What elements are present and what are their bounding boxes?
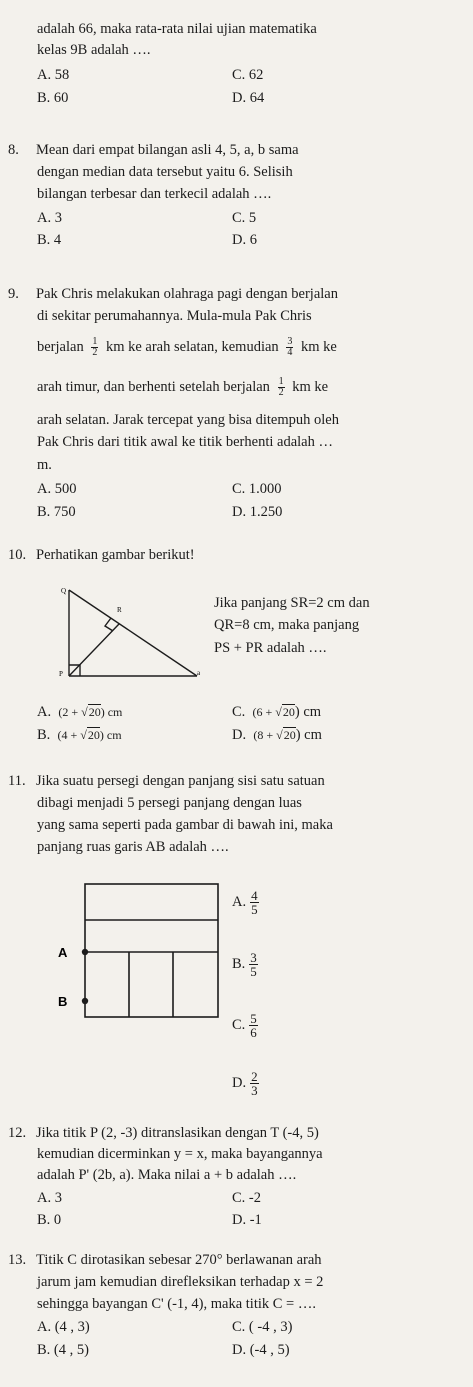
option: A. 58 — [37, 67, 70, 83]
option: D. (8 + √20) cm — [232, 727, 322, 743]
option: C. 1.000 — [232, 481, 282, 497]
fraction: $\frac{5}{6}$ — [250, 1011, 257, 1040]
triangle-figure — [55, 585, 205, 685]
fraction: $\frac{1}{2}$ — [278, 376, 284, 398]
text-line: sehingga bayangan C' (-1, 4), maka titik C = …. — [37, 1296, 316, 1312]
text-line: arah timur, dan berhenti setelah berjalan $\frac{1}{2}$ km ke — [37, 376, 329, 398]
option: B. 0 — [37, 1212, 62, 1228]
option: B. 60 — [37, 90, 69, 106]
text-line: QR=8 cm, maka panjang — [214, 617, 360, 633]
label-r: R — [117, 606, 122, 614]
text-line: kelas 9B adalah …. — [37, 42, 151, 58]
option: D. -1 — [232, 1212, 262, 1228]
text-line: kemudian dicerminkan y = x, maka bayangannya — [37, 1146, 323, 1162]
text-line: arah selatan. Jarak tercepat yang bisa ditempuh oleh — [37, 412, 339, 428]
option: B. 750 — [37, 504, 76, 520]
option: D. (-4 , 5) — [232, 1342, 290, 1358]
text-line: adalah 66, maka rata-rata nilai ujian matematika — [37, 21, 317, 37]
option: D. $\frac{2}{3}$ — [232, 1069, 258, 1098]
text-line: dengan median data tersebut yaitu 6. Selisih — [37, 164, 293, 180]
text-line: dibagi menjadi 5 persegi panjang dengan luas — [37, 795, 302, 811]
option: A. $\frac{4}{5}$ — [232, 888, 258, 917]
question-8: 8. Mean dari empat bilangan asli 4, 5, a, b sama — [8, 142, 299, 158]
label-a: a — [197, 669, 201, 677]
option: C. (6 + √20) cm — [232, 704, 322, 720]
option: D. 1.250 — [232, 504, 283, 520]
question-number: 9. — [8, 286, 19, 302]
text-line: panjang ruas garis AB adalah …. — [37, 839, 229, 855]
fraction: $\frac{4}{5}$ — [251, 888, 258, 917]
option: D. 64 — [232, 90, 265, 106]
option: C. $\frac{5}{6}$ — [232, 1011, 257, 1040]
option: A. 3 — [37, 210, 62, 226]
option: B. 4 — [37, 232, 62, 248]
option: A. (2 + √20) cm — [37, 704, 123, 720]
text-line: berjalan $\frac{1}{2}$ km ke arah selatan, kemudian $\frac{3}{4}$ km ke — [37, 336, 337, 358]
fraction: $\frac{1}{2}$ — [92, 336, 98, 358]
label-a: A — [58, 945, 68, 960]
fraction: $\frac{2}{3}$ — [251, 1069, 258, 1098]
text-line: PS + PR adalah …. — [214, 640, 327, 656]
label-q: Q — [61, 587, 67, 595]
question-number: 11. — [8, 773, 26, 789]
option: C. ( -4 , 3) — [232, 1319, 293, 1335]
option: A. (4 , 3) — [37, 1319, 90, 1335]
question-number: 12. — [8, 1125, 27, 1141]
option: A. 500 — [37, 481, 77, 497]
text-line: Pak Chris dari titik awal ke titik berhenti adalah … — [37, 434, 333, 450]
option: C. 5 — [232, 210, 257, 226]
text-line: Jika panjang SR=2 cm dan — [214, 595, 370, 611]
option: C. 62 — [232, 67, 264, 83]
option: B. (4 , 5) — [37, 1342, 89, 1358]
question-number: 8. — [8, 142, 19, 158]
text-line: adalah P' (2b, a). Maka nilai a + b adalah …. — [37, 1167, 297, 1183]
text-line: bilangan terbesar dan terkecil adalah …. — [37, 186, 272, 202]
square-figure — [55, 880, 225, 1040]
option: D. 6 — [232, 232, 257, 248]
fraction: $\frac{3}{5}$ — [250, 950, 257, 979]
text-line: m. — [37, 457, 52, 473]
text-line: jarum jam kemudian direfleksikan terhadap x = 2 — [37, 1274, 324, 1290]
question-13: 13. Titik C dirotasikan sebesar 270° berlawanan arah — [8, 1252, 322, 1268]
label-b: B — [58, 994, 68, 1009]
text-line: di sekitar perumahannya. Mula-mula Pak Chris — [37, 308, 312, 324]
question-11: 11. Jika suatu persegi dengan panjang sisi satu satuan — [8, 773, 325, 789]
option: B. $\frac{3}{5}$ — [232, 950, 257, 979]
text-line: yang sama seperti pada gambar di bawah ini, maka — [37, 817, 333, 833]
question-number: 10. — [8, 547, 27, 563]
option: A. 3 — [37, 1190, 62, 1206]
fraction: $\frac{3}{4}$ — [287, 336, 293, 358]
question-number: 13. — [8, 1252, 27, 1268]
question-12: 12. Jika titik P (2, -3) ditranslasikan dengan T (-4, 5) — [8, 1125, 319, 1141]
option: B. (4 + √20) cm — [37, 727, 122, 743]
option: C. -2 — [232, 1190, 261, 1206]
question-10: 10. Perhatikan gambar berikut! — [8, 547, 195, 563]
question-9: 9. Pak Chris melakukan olahraga pagi dengan berjalan — [8, 286, 338, 302]
label-p: P — [59, 670, 63, 678]
